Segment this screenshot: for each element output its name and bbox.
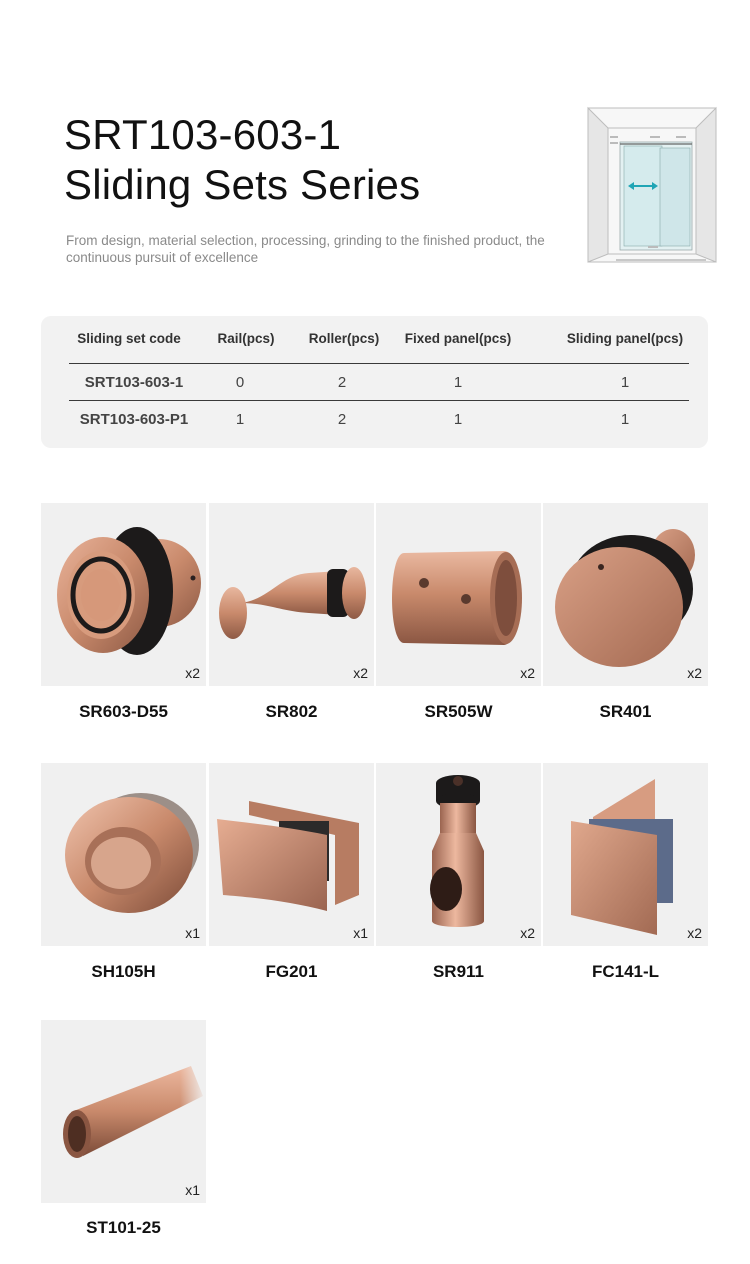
product-name: SR911 [432, 962, 485, 981]
table-cell-fixed-panel: 1 [453, 374, 463, 391]
product-name: SR603-D55 [79, 702, 168, 721]
cylinder-connector-icon [376, 503, 541, 686]
quantity-label: x1 [185, 925, 200, 941]
product-name: SH105H [91, 962, 156, 981]
table-cell-roller: 2 [337, 374, 347, 391]
product-name: ST101-25 [86, 1218, 161, 1237]
product-card [376, 503, 541, 686]
knob-handle-icon [209, 503, 374, 686]
product-card [209, 503, 374, 686]
spec-table [41, 316, 708, 448]
table-cell-fixed-panel: 1 [453, 411, 463, 428]
product-card [209, 763, 374, 946]
table-divider [69, 400, 689, 401]
product-name: SR802 [265, 702, 318, 721]
product-name: SR505W [424, 702, 493, 721]
page-title-code: SRT103-603-1 [64, 111, 342, 158]
table-cell-sliding-panel: 1 [620, 374, 630, 391]
quantity-label: x2 [353, 665, 368, 681]
product-card [41, 1020, 206, 1203]
table-cell-code: SRT103-603-P1 [79, 411, 189, 428]
product-name: FG201 [265, 962, 318, 981]
table-cell-code: SRT103-603-1 [84, 374, 184, 391]
page-subtitle: From design, material selection, processing, grinding to the finished product, the continuous pursuit of excellence [66, 233, 545, 265]
product-name: FC141-L [591, 962, 660, 981]
quantity-label: x1 [353, 925, 368, 941]
table-divider [69, 363, 689, 364]
table-header-rail: Rail(pcs) [217, 331, 275, 346]
product-card [41, 503, 206, 686]
product-card [376, 763, 541, 946]
quantity-label: x2 [520, 925, 535, 941]
quantity-label: x2 [520, 665, 535, 681]
quantity-label: x1 [185, 1182, 200, 1198]
rail-support-icon [376, 763, 541, 946]
roller-wheel-icon [41, 503, 206, 686]
quantity-label: x2 [687, 925, 702, 941]
table-header-code: Sliding set code [77, 331, 181, 346]
table-cell-roller: 2 [337, 411, 347, 428]
table-cell-rail: 1 [235, 411, 245, 428]
product-card [41, 763, 206, 946]
table-cell-sliding-panel: 1 [620, 411, 630, 428]
product-card [543, 763, 708, 946]
table-header-fixed-panel: Fixed panel(pcs) [404, 331, 512, 346]
product-name: SR401 [599, 702, 652, 721]
shower-enclosure-diagram [586, 106, 718, 264]
page-title-series: Sliding Sets Series [64, 161, 421, 208]
quantity-label: x2 [185, 665, 200, 681]
quantity-label: x2 [687, 665, 702, 681]
glass-guide-icon [209, 763, 374, 946]
tube-rail-icon [41, 1020, 206, 1203]
product-card [543, 503, 708, 686]
table-cell-rail: 0 [235, 374, 245, 391]
table-header-roller: Roller(pcs) [308, 331, 380, 346]
table-header-sliding-panel: Sliding panel(pcs) [566, 331, 684, 346]
ring-handle-icon [41, 763, 206, 946]
round-bumper-icon [543, 503, 708, 686]
glass-clamp-icon [543, 763, 708, 946]
